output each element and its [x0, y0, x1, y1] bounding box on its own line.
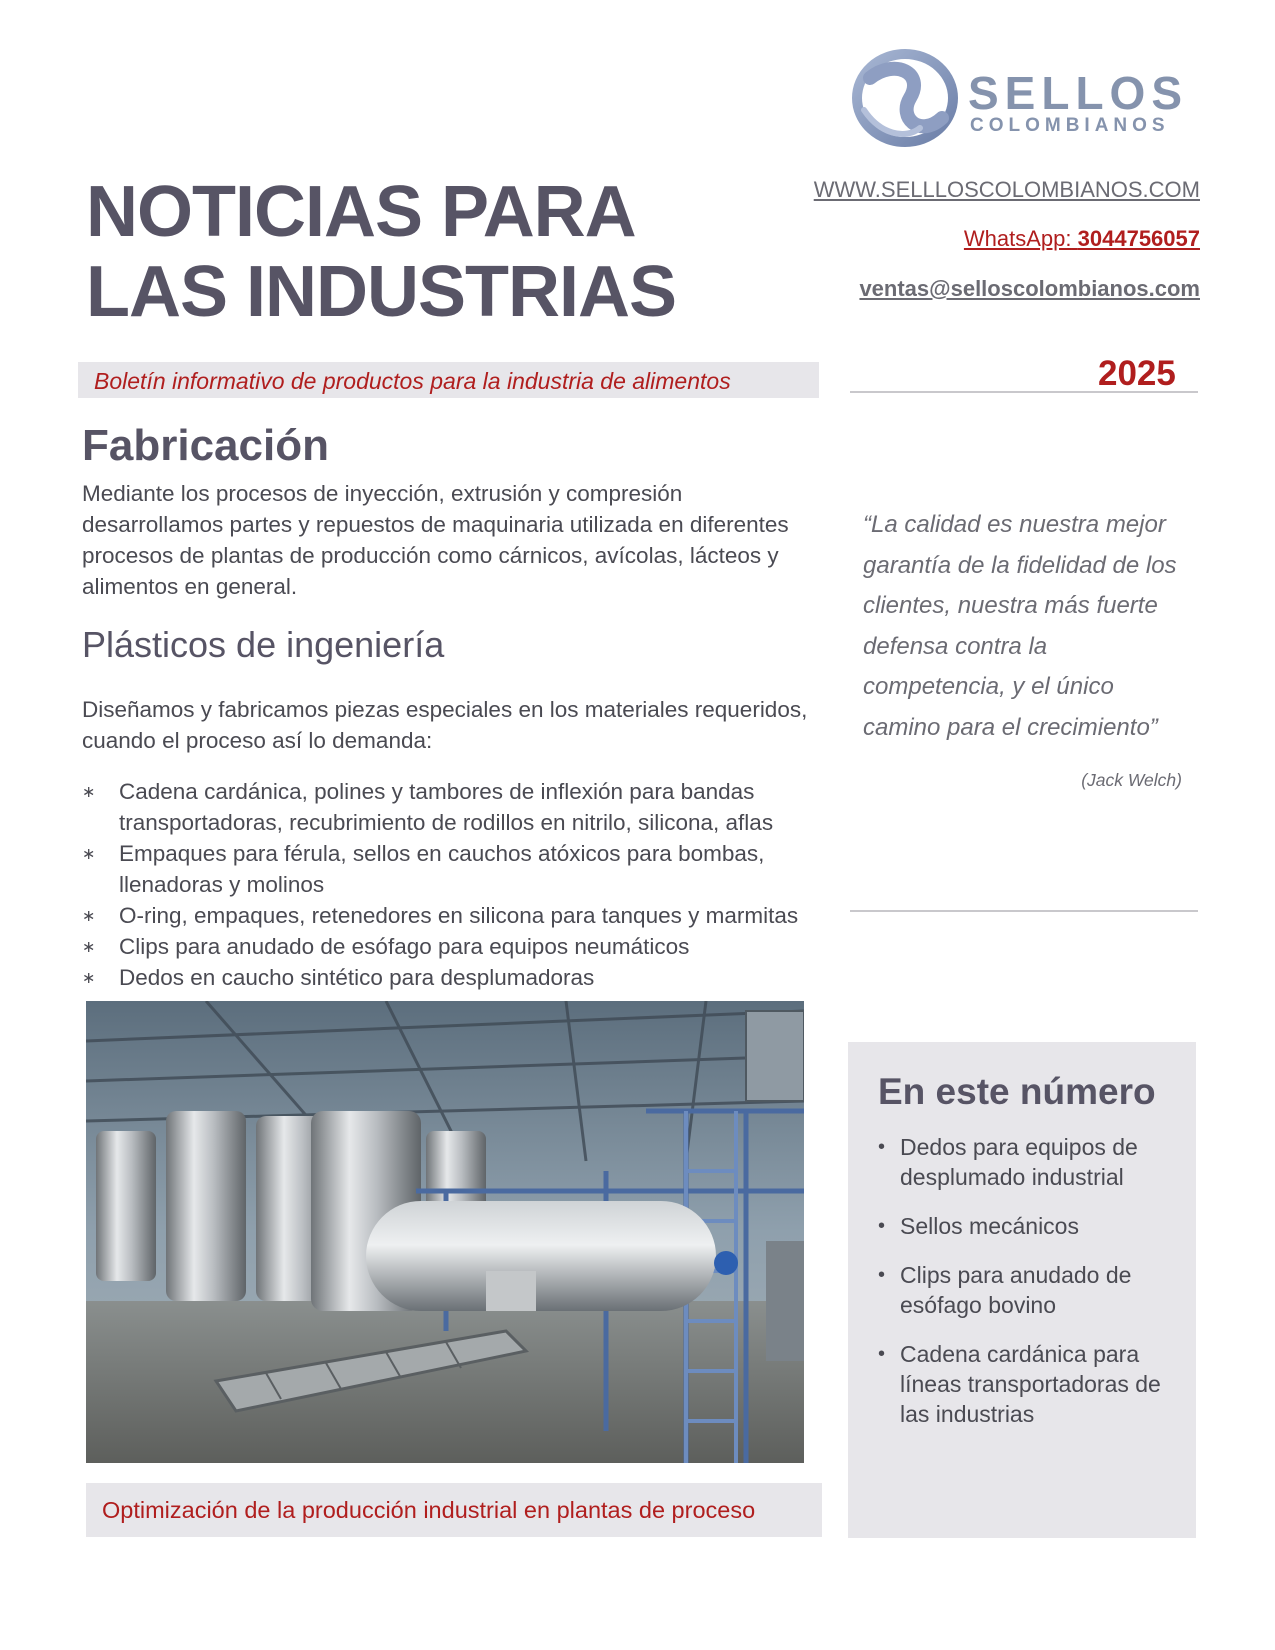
pull-quote: “La calidad es nuestra mejor garantía de la fidelidad de los clientes, nuestra más fuerte defensa contra la competencia, y el único camino para el crecimiento” — [863, 511, 1177, 741]
asterisk-bullet-icon: ∗ — [82, 908, 96, 925]
swirl-logo-icon — [850, 48, 960, 148]
section-heading-fabricacion: Fabricación — [82, 421, 329, 470]
brand-logo — [850, 48, 1220, 148]
industrial-plant-photo — [86, 1001, 804, 1463]
in-this-issue-title: En este número — [878, 1071, 1156, 1112]
section-heading-plasticos: Plásticos de ingeniería — [82, 624, 445, 665]
divider-top — [850, 391, 1198, 393]
in-this-issue-list — [878, 1132, 1178, 1448]
divider-bottom — [850, 910, 1198, 912]
list-item: • Clips para anudado de esófago bovino — [878, 1260, 1178, 1320]
list-item: ∗ Cadena cardánica, polines y tambores de inflexión para bandas transportadoras, recubrimiento de rodillos en nitrilo, silicona, aflas — [82, 779, 774, 835]
issue-year: 2025 — [1098, 354, 1176, 393]
email-link[interactable]: ventas@selloscolombianos.com — [859, 276, 1200, 301]
product-bullet-list — [82, 776, 822, 993]
whatsapp-link[interactable] — [964, 226, 1200, 252]
paragraph-fabricacion: Mediante los procesos de inyección, extrusión y compresión desarrollamos partes y repuestos de maquinaria utilizada en diferentes procesos de plantas de producción como cárnicos, avícolas, lácteos y alimentos en general. — [82, 481, 789, 599]
list-item: ∗ O-ring, empaques, retenedores en silicona para tanques y marmitas — [82, 900, 822, 931]
brand-subname: COLOMBIANOS — [970, 115, 1170, 136]
brand-name: SELLOS — [968, 67, 1189, 119]
list-item: ∗ Dedos en caucho sintético para desplumadoras — [82, 962, 822, 993]
list-item: • Cadena cardánica para líneas transportadoras de las industrias — [878, 1339, 1178, 1429]
whatsapp-number: 3044756057 — [1077, 226, 1200, 251]
paragraph-plasticos: Diseñamos y fabricamos piezas especiales en los materiales requeridos, cuando el proceso así lo demanda: — [82, 697, 808, 753]
asterisk-bullet-icon: ∗ — [82, 970, 96, 987]
asterisk-bullet-icon: ∗ — [82, 784, 96, 801]
in-this-issue-box — [848, 1042, 1196, 1538]
photo-caption: Optimización de la producción industrial en plantas de proceso — [102, 1497, 756, 1523]
asterisk-bullet-icon: ∗ — [82, 939, 96, 956]
page-title-line1: NOTICIAS PARA — [86, 172, 636, 252]
list-item: • Sellos mecánicos — [878, 1211, 1178, 1241]
newsletter-subtitle: Boletín informativo de productos para la industria de alimentos — [94, 368, 731, 394]
page-title — [86, 172, 786, 332]
website-link[interactable]: WWW.SELLLOSCOLOMBIANOS.COM — [813, 177, 1200, 202]
list-item: • Dedos para equipos de desplumado industrial — [878, 1132, 1178, 1192]
asterisk-bullet-icon: ∗ — [82, 846, 96, 863]
quote-author: (Jack Welch) — [1081, 770, 1182, 790]
whatsapp-label: WhatsApp: — [963, 226, 1072, 251]
page-title-line2: LAS INDUSTRIAS — [86, 252, 677, 332]
list-item: ∗ Clips para anudado de esófago para equipos neumáticos — [82, 931, 822, 962]
list-item: ∗ Empaques para férula, sellos en cauchos atóxicos para bombas, llenadoras y molinos — [82, 841, 765, 897]
